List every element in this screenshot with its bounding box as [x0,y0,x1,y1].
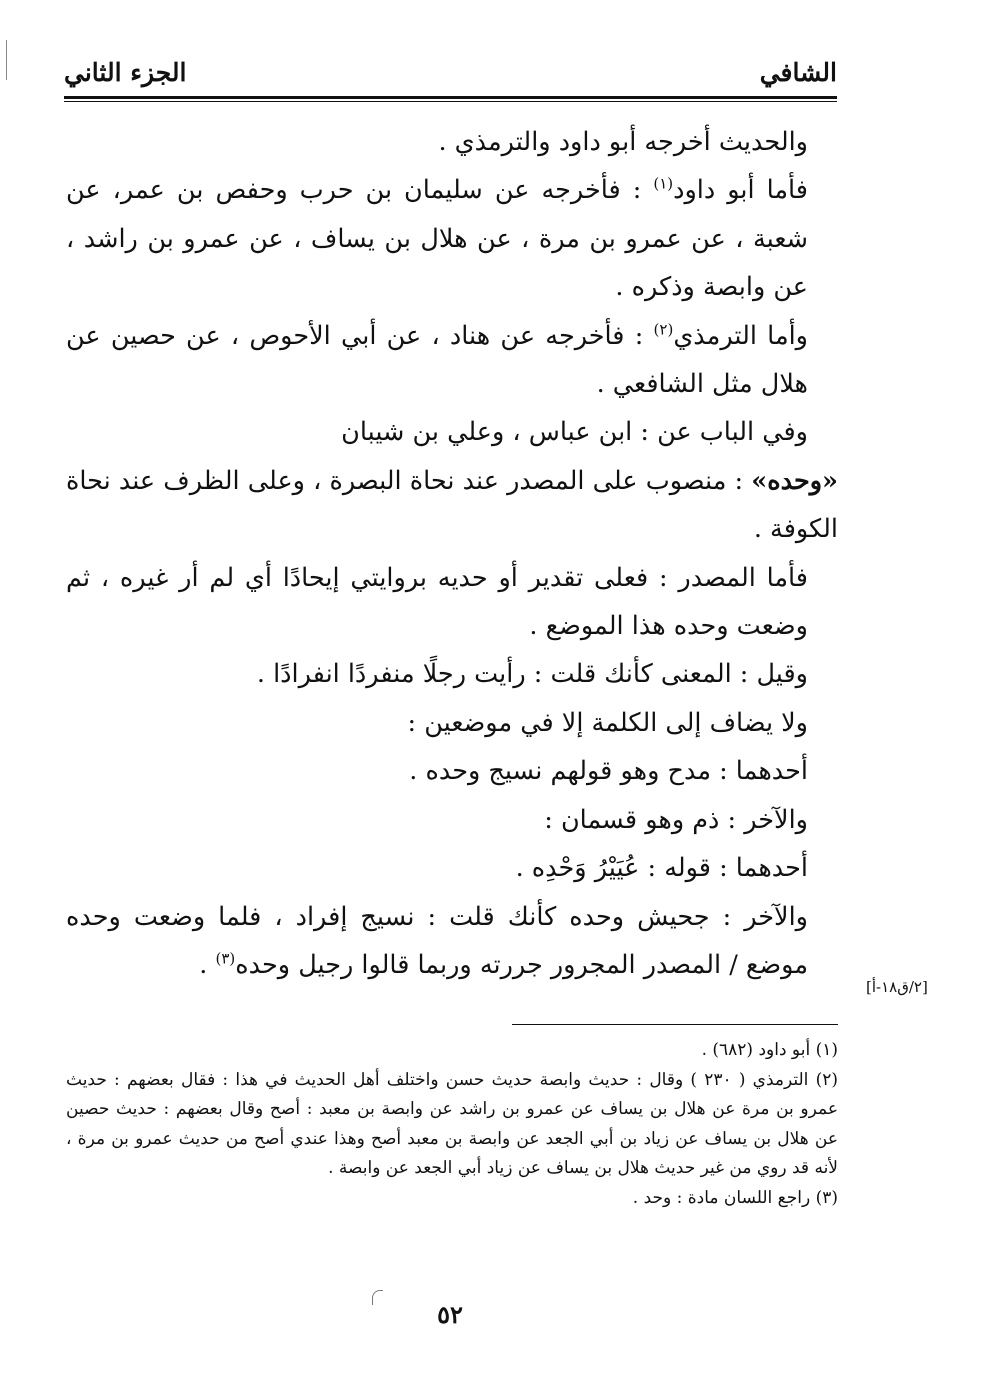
header-rule [64,96,837,99]
footnote: (٢) الترمذي ( ٢٣٠ ) وقال : حديث وابصة حديث حسن واختلف أهل الحديث في هذا : فقال بعضهم : حديث عمرو بن مرة عن هلال بن يساف عن عمرو بن راشد عن وابصة بن معبد : أصح وقال بعضهم : حديث حصين عن هلال بن يساف عن زياد بن أبي الجعد عن وابصة بن معبد أصح وهذا عندي أصح من حديث عمرو بن مرة ، لأنه قد روي من غير حديث هلال بن يساف عن زياد أبي الجعد عن وابصة . [66,1069,838,1178]
paragraph: أحدهما : مدح وهو قولهم نسيج وحده . [409,756,808,787]
running-header [64,52,837,94]
footnote: (١) أبو داود (٦٨٢) . [701,1040,838,1060]
paragraph: فأما المصدر : فعلى تقدير أو حديه بروايتي إيحادًا أي لم أر غيره ، ثم وضعت وحده هذا الموضع . [66,562,808,642]
footnote-ref: (١) [653,174,674,193]
paragraph: أحدهما : قوله : عُيَيْرُ وَحْدِه . [515,853,808,884]
paragraph [66,312,838,409]
book-title: الشافي [759,58,837,87]
paragraph: وقيل : المعنى كأنك قلت : رأيت رجلًا منفردًا انفرادًا . [256,659,808,690]
text-run: وأما الترمذي [673,320,808,351]
paragraph [66,166,838,311]
footnote-ref: (٣) [215,949,236,968]
footnote-separator [512,1024,838,1025]
text-run: والآخر : جحيش وحده كأنك قلت : نسيج إفراد ، فلما وضعت وحده موضع / المصدر المجرور جررته وربما قالوا رجيل وحده [66,901,808,980]
paragraph: ولا يضاف إلى الكلمة إلا في موضعين : [407,707,808,738]
paragraph: والحديث أخرجه أبو داود والترمذي . [438,127,808,157]
paragraph: والآخر : ذم وهو قسمان : [544,804,808,835]
paragraph: وفي الباب عن : ابن عباس ، وعلي بن شيبان [341,417,808,448]
volume-title: الجزء الثاني [64,58,187,87]
paragraph [66,893,838,990]
text-run: فأما أبو داود [673,175,808,206]
footnotes [66,1036,838,1213]
paragraph [66,457,838,554]
text-run: : منصوب على المصدر عند نحاة البصرة ، وعلى الظرف عند نحاة الكوفة . [66,465,838,545]
text-run: : فأخرجه عن سليمان بن حرب وحفص بن عمر، عن شعبة ، عن عمرو بن مرة ، عن هلال بن يساف ، عن عمرو بن راشد ، عن وابصة وذكره . [66,175,808,303]
text-run: : فأخرجه عن هناد ، عن أبي الأحوص ، عن حصين عن هلال مثل الشافعي . [66,320,808,400]
main-text [66,118,838,989]
term-heading: «وحده» [751,465,838,496]
text-run: . [199,949,216,980]
page-number: ٥٢ [437,1300,463,1329]
footnote: (٣) راجع اللسان مادة : وحد . [632,1187,838,1208]
header-rule-thin [64,101,837,102]
stray-pen-mark [372,1290,383,1305]
footnote-ref: (٢) [653,320,674,339]
manuscript-folio-note: [٢/ق١٨-أ] [866,978,928,996]
scan-edge-mark [6,40,7,80]
